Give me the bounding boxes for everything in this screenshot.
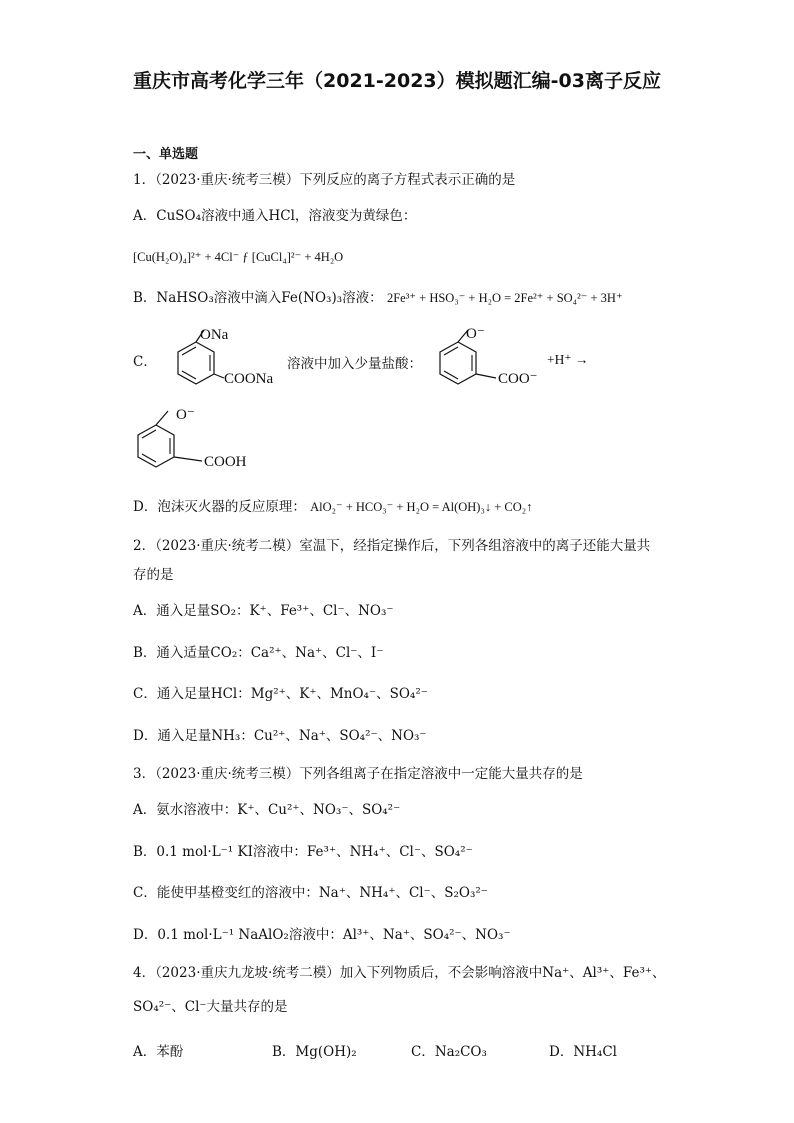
q1-c-product1-o: O⁻ [466,326,485,342]
q4-option-b: B．Mg(OH)₂ [272,1044,357,1060]
q1-option-b-equation: 2Fe³⁺ + HSO₃⁻ + H₂O = 2Fe²⁺ + SO₄²⁻ + 3H⁺ [386,291,623,305]
q1-c-reactant-ona: ONa [200,327,229,343]
q1-c-product2-cooh: COOH [204,454,247,470]
q3-option-a: A．氨水溶液中：K⁺、Cu²⁺、NO₃⁻、SO₄²⁻ [133,802,401,818]
q1-option-d-text: D．泡沫灭火器的反应原理： [133,499,306,515]
section-heading: 一、单选题 [133,147,199,162]
q3-stem: 3．（2023·重庆·统考三模）下列各组离子在指定溶液中一定能大量共存的是 [133,766,583,782]
q4-option-a: A．苯酚 [133,1044,184,1060]
q1-c-product1-structure [420,322,560,402]
q1-option-d-equation: AlO₂⁻ + HCO₃⁻ + H₂O = Al(OH)₃↓ + CO₂↑ [310,500,533,514]
page-title: 重庆市高考化学三年（2021-2023）模拟题汇编-03离子反应 [133,70,661,92]
q1-option-b [133,288,623,308]
q2-stem-line1: 2．（2023·重庆·统考二模）室温下，经指定操作后，下列各组溶液中的离子还能大量共 [133,538,651,554]
q1-c-product2-structure [120,405,280,485]
q2-option-d: D．通入足量NH₃：Cu²⁺、Na⁺、SO₄²⁻、NO₃⁻ [133,728,427,744]
q3-option-d: D．0.1 mol·L⁻¹ NaAlO₂溶液中：Al³⁺、Na⁺、SO₄²⁻、NO₃⁻ [133,927,511,943]
q1-c-reactant-coona: COONa [224,371,274,387]
q1-option-d [133,497,532,517]
q1-option-a-text: A．CuSO₄溶液中通入HCl，溶液变为黄绿色： [133,208,417,224]
q3-option-c: C．能使甲基橙变红的溶液中：Na⁺、NH₄⁺、Cl⁻、S₂O₃²⁻ [133,885,488,901]
q3-option-b: B．0.1 mol·L⁻¹ KI溶液中：Fe³⁺、NH₄⁺、Cl⁻、SO₄²⁻ [133,844,473,860]
q1-stem: 1．（2023·重庆·统考三模）下列反应的离子方程式表示正确的是 [133,172,516,188]
q1-option-c-middle: 溶液中加入少量盐酸： [287,356,422,372]
q1-option-b-text: B．NaHSO₃溶液中滴入Fe(NO₃)₃溶液： [133,290,383,306]
q4-option-d: D．NH₄Cl [549,1044,617,1060]
q1-c-product1-coo: COO⁻ [498,371,538,387]
q2-option-b: B．通入适量CO₂：Ca²⁺、Na⁺、Cl⁻、I⁻ [133,645,384,661]
q1-c-plus-h: +H⁺ → [547,352,589,367]
q1-c-product2-o: O⁻ [176,407,195,423]
q4-stem-line1: 4．（2023·重庆九龙坡·统考二模）加入下列物质后，不会影响溶液中Na⁺、Al³⁺、Fe³⁺、 [133,965,666,981]
q1-option-c-label: C． [133,354,157,370]
q2-option-c: C．通入足量HCl：Mg²⁺、K⁺、MnO₄⁻、SO₄²⁻ [133,686,428,702]
q4-stem-line2: SO₄²⁻、Cl⁻大量共存的是 [133,999,288,1015]
q1-c-reactant-structure [150,322,290,402]
q2-stem-line2: 存的是 [133,567,174,583]
q4-option-c: C．Na₂CO₃ [411,1044,487,1060]
q2-option-a: A．通入足量SO₂：K⁺、Fe³⁺、Cl⁻、NO₃⁻ [133,603,394,619]
q1-option-a-equation: [Cu(H₂O)₄]²⁺ + 4Cl⁻ ƒ [CuCl₄]²⁻ + 4H₂O [133,250,344,264]
